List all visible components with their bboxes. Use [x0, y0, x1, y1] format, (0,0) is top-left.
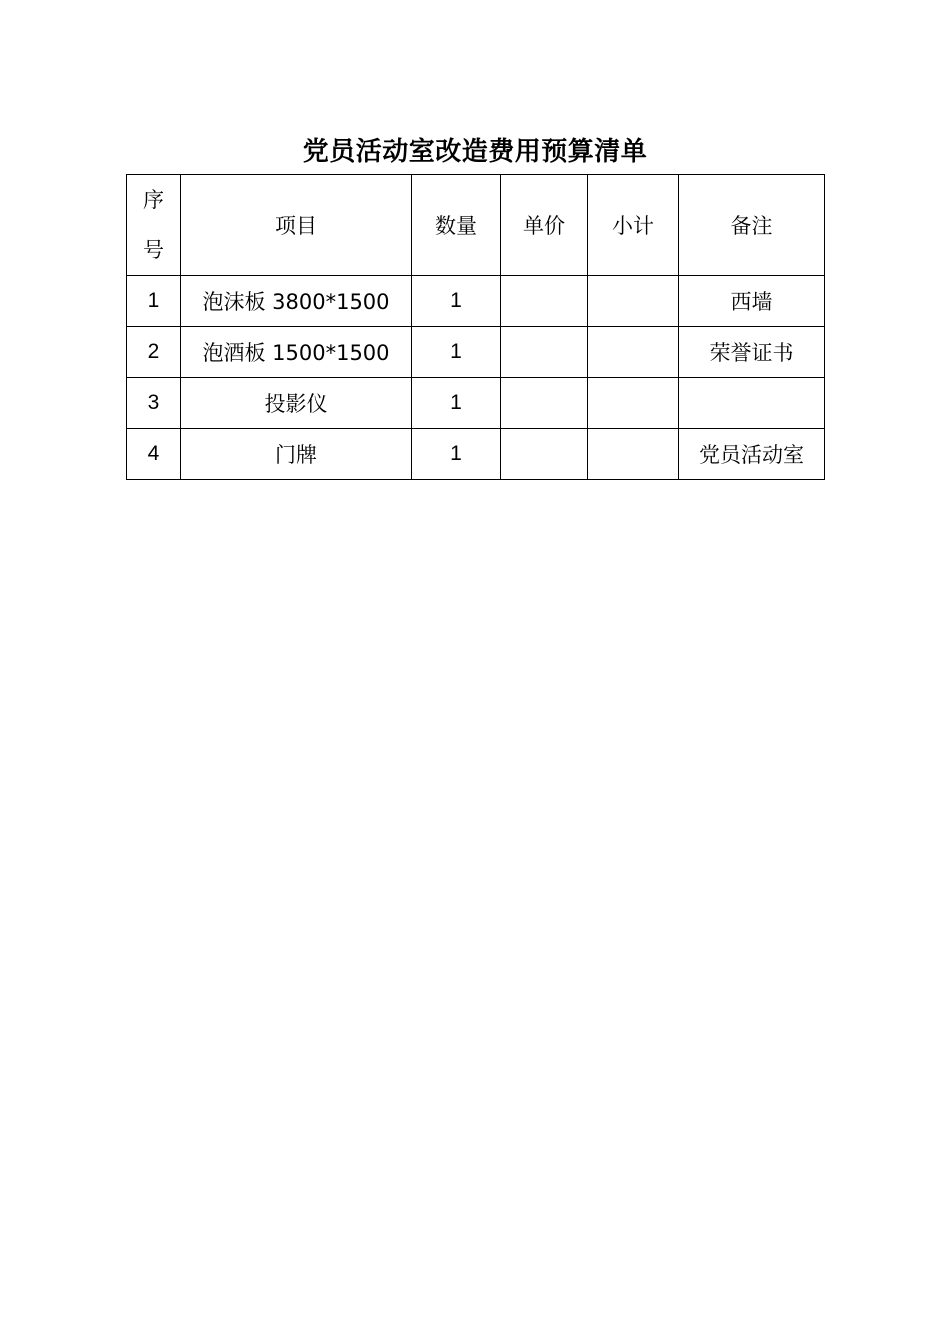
table-row: [127, 276, 825, 327]
cell-unit-price: [501, 429, 588, 480]
cell-remarks: [679, 378, 825, 429]
header-quantity: 数量: [412, 175, 501, 276]
header-subtotal: 小计: [588, 175, 679, 276]
cell-unit-price: [501, 276, 588, 327]
cell-item: 泡沫板 3800*1500: [181, 276, 412, 327]
header-remarks: 备注: [679, 175, 825, 276]
cell-item: 泡酒板 1500*1500: [181, 327, 412, 378]
table-row: [127, 429, 825, 480]
cell-serial-number: 2: [127, 327, 181, 378]
cell-unit-price: [501, 327, 588, 378]
header-item: 项目: [181, 175, 412, 276]
cell-quantity: 1: [412, 276, 501, 327]
cell-subtotal: [588, 276, 679, 327]
cell-item: 投影仪: [181, 378, 412, 429]
header-unit-price: 单价: [501, 175, 588, 276]
cell-item: 门牌: [181, 429, 412, 480]
cell-remarks: 荣誉证书: [679, 327, 825, 378]
cell-remarks: 党员活动室: [679, 429, 825, 480]
header-serial-number: [127, 175, 181, 276]
cell-quantity: 1: [412, 327, 501, 378]
cell-serial-number: 3: [127, 378, 181, 429]
header-serial-line2: 号: [143, 238, 164, 262]
cell-subtotal: [588, 429, 679, 480]
cell-quantity: 1: [412, 378, 501, 429]
document-title: 党员活动室改造费用预算清单: [302, 137, 648, 167]
cell-remarks: 西墙: [679, 276, 825, 327]
cell-unit-price: [501, 378, 588, 429]
table-row: [127, 327, 825, 378]
cell-serial-number: 1: [127, 276, 181, 327]
cell-subtotal: [588, 378, 679, 429]
budget-table: [126, 174, 825, 480]
header-serial-line1: 序: [143, 188, 164, 212]
cell-quantity: 1: [412, 429, 501, 480]
table-row: [127, 378, 825, 429]
cell-serial-number: 4: [127, 429, 181, 480]
cell-subtotal: [588, 327, 679, 378]
table-header-row: [127, 175, 825, 276]
